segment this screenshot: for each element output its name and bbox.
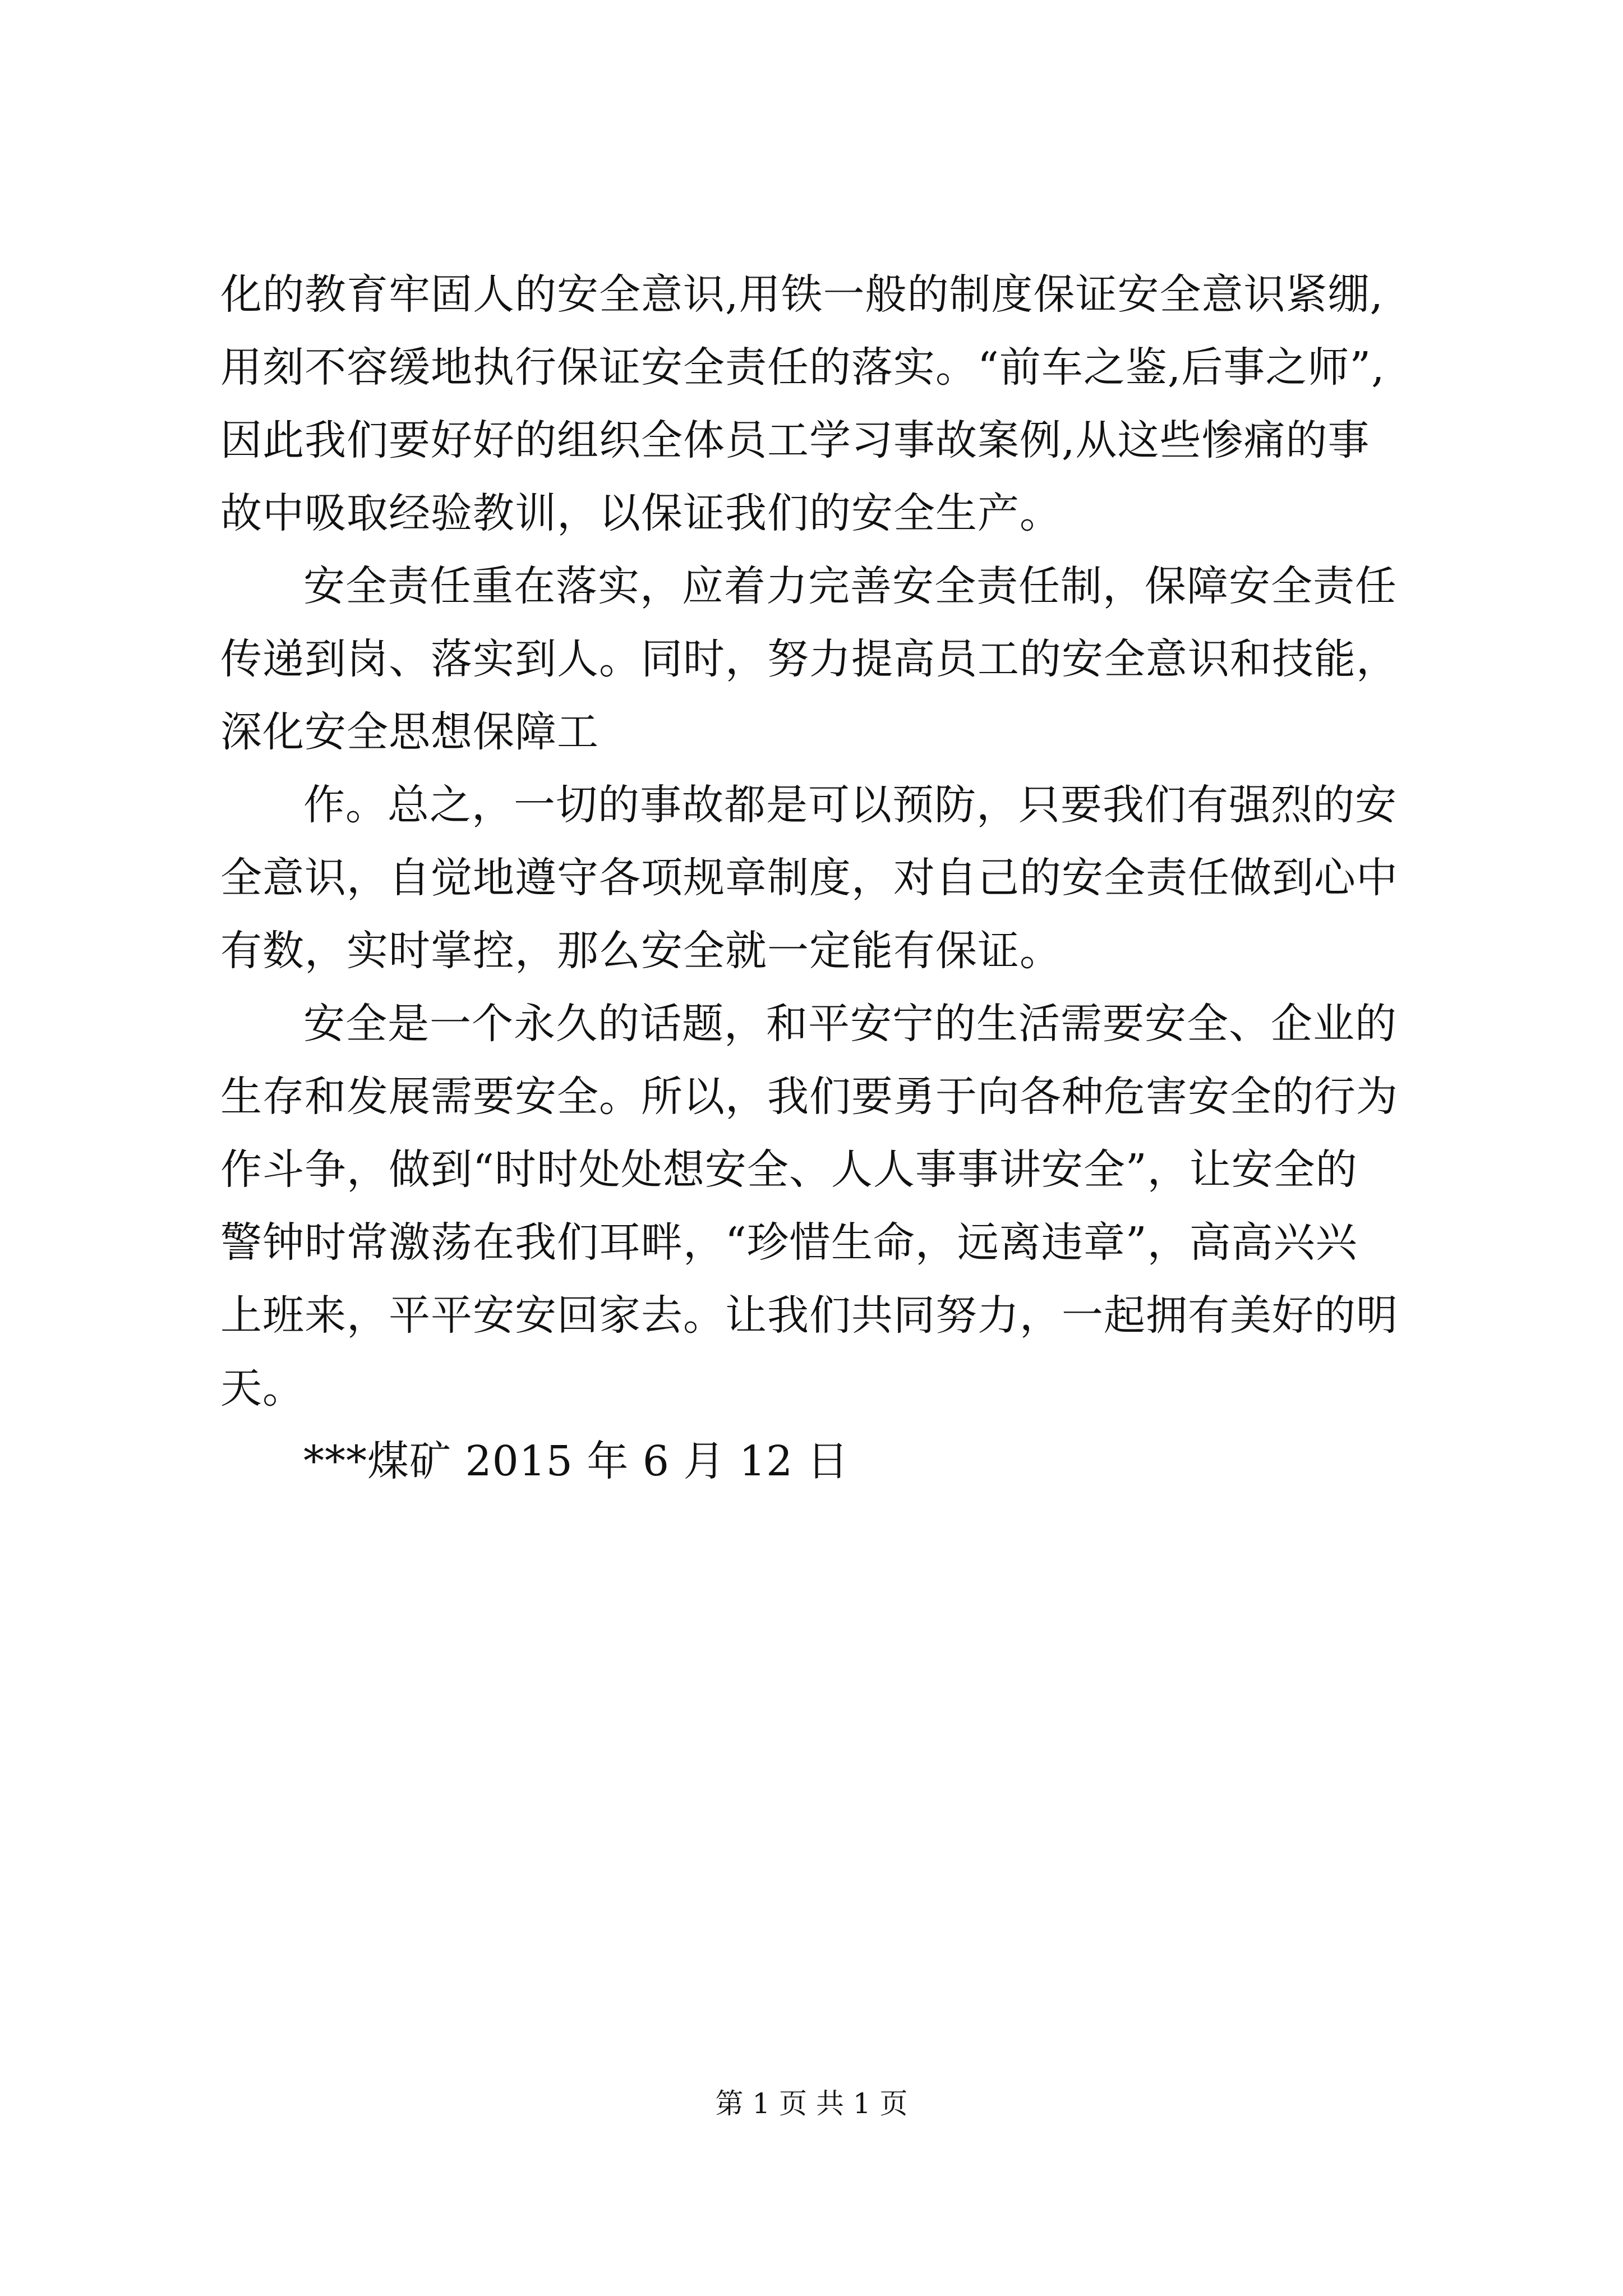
text-line: 全意识，自觉地遵守各项规章制度，对自己的安全责任做到心中: [220, 854, 1398, 902]
text-line: 化的教育牢固人的安全意识,用铁一般的制度保证安全意识紧绷,: [220, 270, 1384, 319]
signature-date-line: ***煤矿 2015 年 6 月 12 日: [303, 1437, 849, 1485]
text-line: 有数，实时掌控，那么安全就一定能有保证。: [220, 927, 1062, 975]
text-line: 天。: [220, 1364, 305, 1412]
paragraph-first-line: 作。总之，一切的事故都是可以预防，只要我们有强烈的安: [303, 781, 1397, 829]
text-line: 警钟时常激荡在我们耳畔，“珍惜生命，远离违章”，高高兴兴: [220, 1218, 1358, 1267]
text-line: 生存和发展需要安全。所以，我们要勇于向各种危害安全的行为: [220, 1073, 1398, 1121]
document-body: [220, 258, 1421, 1498]
page-number-footer: 第 1 页 共 1 页: [715, 2087, 908, 2120]
text-line: 用刻不容缓地执行保证安全责任的落实。“前车之鉴,后事之师”,: [220, 343, 1385, 392]
text-line: 因此我们要好好的组织全体员工学习事故案例,从这些惨痛的事: [220, 416, 1370, 464]
text-line: 深化安全思想保障工: [220, 708, 599, 756]
paragraph-first-line: 安全是一个永久的话题，和平安宁的生活需要安全、企业的: [303, 1000, 1397, 1048]
text-line: 故中吸取经验教训，以保证我们的安全生产。: [220, 489, 1062, 537]
text-line: 传递到岗、落实到人。同时，努力提高员工的安全意识和技能，: [220, 635, 1398, 683]
paragraph-first-line: 安全责任重在落实，应着力完善安全责任制，保障安全责任: [303, 562, 1397, 610]
text-line: 作斗争，做到“时时处处想安全、人人事事讲安全”，让安全的: [220, 1145, 1358, 1194]
text-line: 上班来，平平安安回家去。让我们共同努力，一起拥有美好的明: [220, 1291, 1398, 1340]
